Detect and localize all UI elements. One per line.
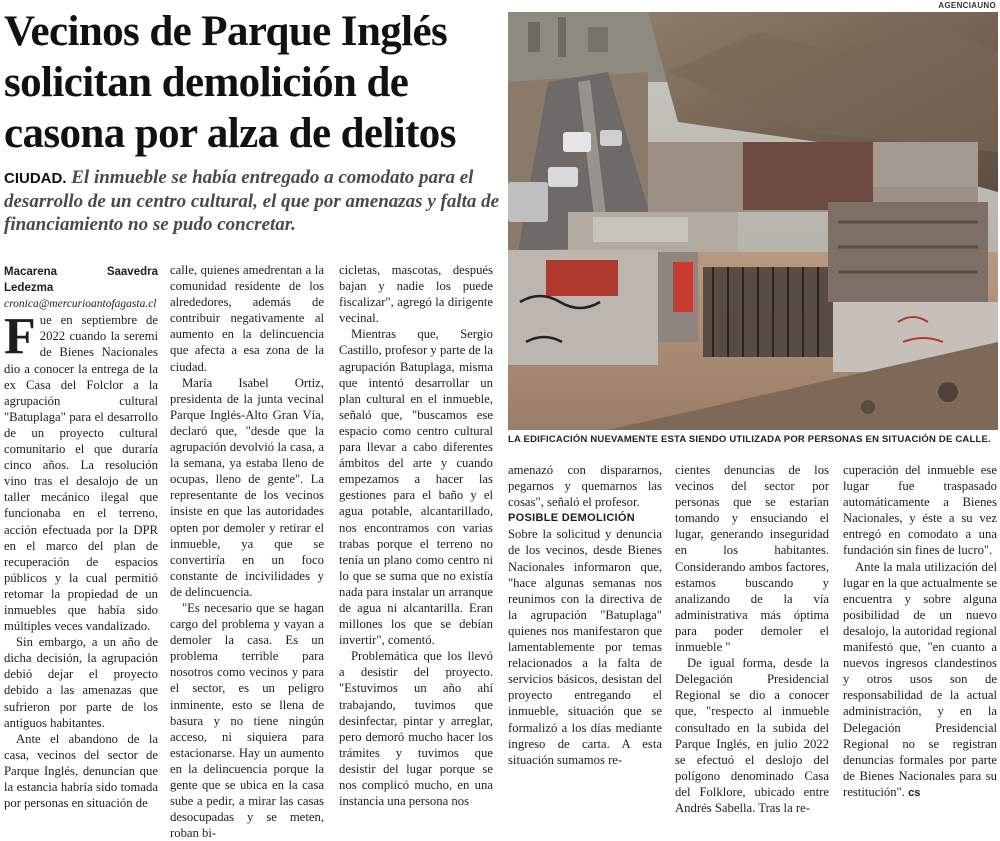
body-paragraph: María Isabel Ortiz, presidenta de la junta vecinal Parque Inglés-Alto Gran Vía, declaró que, "desde que la agrupación devolvió la casa, a la semana, ya estaba lleno de ocupas, lleno de gente". La representante de los vecinos insiste en que las autoridades opten por demoler y retirar el inmueble, ya que se convertiría en un foco constante de incivilidades y de delincuencia. <box>170 375 324 599</box>
body-paragraph: Mientras que, Sergio Castillo, profesor y parte de la agrupación Batuplaga, misma que intentó desarrollar un plan cultural en el inmueble, señaló que, "buscamos ese espacio como centro cultural para llevar a cabo diferentes ámbitos del arte y cuando empezamos a hacer las gestiones para el baño y el agua potable, alcantarillado, nos encontramos con varias trabas porque el terreno no tenía un plano como centro ni lo que se suma que no existía nada para instalar un arranque de agua ni alcantarilla. Eran millones los que se debían invertir", comentó. <box>339 327 493 648</box>
column-4 <box>508 462 662 768</box>
body-paragraph: Fue en septiembre de 2022 cuando la seremi de Bienes Nacionales dio a conocer la entrega de la ex Casa del Folclor a la agrupación cultural "Batuplaga" para el desarrollo de un proyecto cultural comunitario el que duraría cinco años. La resolución vino tras el desalojo de un taller mecánico ilegal que funcionaba en el terreno, acción efectuada por la DPR en el marco del plan de recuperación de espacios públicos y la cual permitió retomar la propiedad de un inmuebles que había sido múltiples veces vandalizado. <box>4 308 158 634</box>
body-paragraph: Sobre la solicitud y denuncia de los vecinos, desde Bienes Nacionales informaron que, "hace algunas semanas nos reunimos con la directiva de la agrupación "Batuplaga" quienes nos manifestaron que lamentablemente por temas relacionados a la falta de servicios básicos, desistan del proyecto entregando el inmueble, situación que se formalizó a los días mediante ingreso de carta. A esta situación sumamos re- <box>508 527 662 767</box>
body-paragraph: Ante el abandono de la casa, vecinos del sector de Parque Inglés, denuncian que la estancia habría sido tomada por personas en situación de <box>4 731 158 811</box>
body-paragraph: De igual forma, desde la Delegación Presidencial Regional se dio a conocer que, "respecto al inmueble consultado en la subida del Parque Inglés, en julio 2022 se efectuó el deslojo del polígono denominado Casa del Folklore, ubicado entre Andrés Sabella. Tras la re- <box>675 656 829 815</box>
car <box>508 182 548 222</box>
section-subhead: POSIBLE DEMOLICIÓN <box>508 512 636 525</box>
section-kicker: CIUDAD. <box>4 170 67 187</box>
column-2 <box>170 262 324 841</box>
column-1 <box>4 264 158 811</box>
body-paragraph: "Es necesario que se hagan cargo del problema y vayan a demoler la casa. Es un problema terrible para nosotros como vecinos y para el sector, es un peligro inminente, esto se llena de basura y no tiene ningún acceso, ni siquiera para estacionarse. Hay un aumento en la delincuencia porque la gente que se ubica en la casa sube a pedir, a mirar las casas desocupadas y se meten, roban bi- <box>170 600 324 841</box>
body-paragraph: Ante la mala utilización del lugar en la que actualmente se encuentra y sobre alguna posibilidad de un nuevo desalojo, la autoridad regional manifestó que, "en cuanto a nuevos ingresos clandestinos y otros usos son de responsabilidad de la actual administración, y en la Delegación Presidencial Regional no se registran denuncias formales por parte de Bienes Nacionales para su restitución". cs <box>843 559 997 799</box>
red-patch <box>546 260 618 296</box>
author-email: cronica@mercurioantofagasta.cl <box>4 298 157 311</box>
body-paragraph: Sin embargo, a un año de dicha decisión, la agrupación debió dejar el proyecto debido a las amenazas que sufrieron por parte de los antiguos habitantes. <box>4 635 158 730</box>
drop-cap: F <box>4 308 36 366</box>
red-cloth <box>673 262 693 312</box>
body-paragraph: cientes denuncias de los vecinos del sector por personas que se estarían tomando y ensuciando el lugar, generando inseguridad en los habitantes. Considerando ambos factores, estamos buscando y analizando de la vía administrativa más óptima para poder demoler el inmueble " <box>675 463 829 655</box>
car <box>563 132 591 152</box>
column-5 <box>675 462 829 816</box>
photo-credit: AGENCIAUNO <box>938 1 996 10</box>
lead-text: El inmueble se había entregado a comodato para el desarrollo de un centro cultural, el que por amenazas y falta de financiamiento no se pudo concretar. <box>4 167 500 235</box>
article-photo <box>508 12 998 430</box>
car <box>600 130 622 146</box>
body-paragraph: calle, quienes amedrentan a la comunidad residente de los alrededores, además de contribuir negativamente al aumento en la delincuencia que afecta a esa zona de la ciudad. <box>170 263 324 374</box>
author-name: Macarena Saavedra Ledezma <box>4 266 158 295</box>
photo-caption: LA EDIFICACIÓN NUEVAMENTE ESTA SIENDO UTILIZADA POR PERSONAS EN SITUACIÓN DE CALLE. <box>508 434 991 445</box>
dark-wall <box>743 142 873 210</box>
body-paragraph: amenazó con dispararnos, pegarnos y quemarnos las cosas", señaló el profesor. <box>508 463 662 510</box>
iron-gate <box>703 267 833 357</box>
body-paragraph: cuperación del inmueble ese lugar fue traspasado automáticamente a Bienes Nacionales, y éste a su vez entregó en comodato a una fundación sin fines de lucro". <box>843 463 997 558</box>
headline: Vecinos de Parque Inglés solicitan demolición de casona por alza de delitos <box>4 8 456 157</box>
car <box>548 167 578 187</box>
photo-illustration <box>508 12 998 430</box>
body-paragraph: cicletas, mascotas, después bajan y nadie los puede fiscalizar", agregó la dirigente vecinal. <box>339 263 493 326</box>
lead-paragraph <box>4 166 504 236</box>
body-paragraph: Problemática que los llevó a desistir del proyecto. "Estuvimos un año ahí trabajando, tuvimos que desinfectar, pintar y arreglar, pero demoró mucho hacer los trámites y tuvimos que desistir del lugar porque se nos complicó mucho, en una instancia una persona nos <box>339 649 493 809</box>
right-structure <box>828 202 988 302</box>
column-3 <box>339 262 493 809</box>
column-6 <box>843 462 997 801</box>
end-mark: cs <box>908 786 921 799</box>
